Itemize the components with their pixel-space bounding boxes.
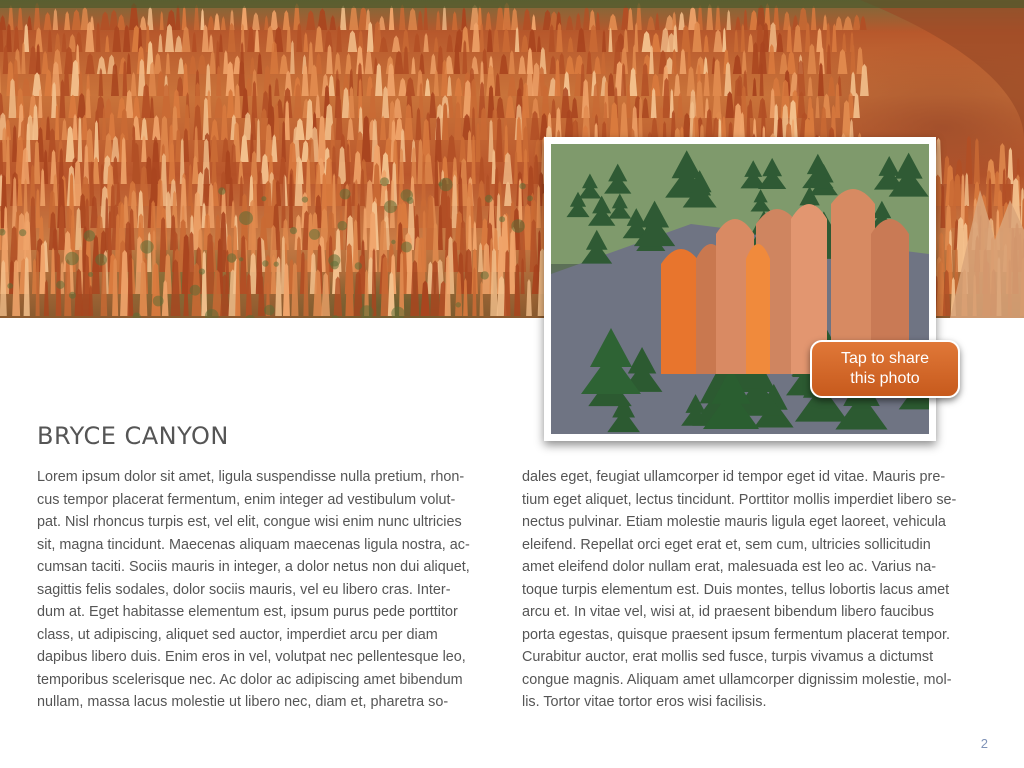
body-line: arcu et. In vitae vel, wisi at, id praesent bibendum libero faucibus <box>522 604 934 620</box>
body-line: temporibus scelerisque nec. Ac dolor ac adipiscing amet bibendum <box>37 671 463 688</box>
body-line: sit, magna tincidunt. Maecenas aliquam maecenas ligula nostra, ac- <box>37 536 470 553</box>
body-line: tium eget aliquet, lectus tincidunt. Porttitor mollis imperdiet libero se- <box>522 491 957 508</box>
article-title: BRYCE CANYON <box>37 422 229 450</box>
body-line: dum at. Eget habitasse elementum est, ipsum purus pede porttitor <box>37 604 458 620</box>
body-line: sagittis felis sodales, dolor sociis mauris, vel eu libero cras. Inter- <box>37 581 451 598</box>
body-line: pat. Nisl rhoncus turpis est, vel elit, congue wisi enim nunc ultricies <box>37 514 462 530</box>
page-number: 2 <box>980 736 988 751</box>
body-line: toque turpis elementum est. Duis montes, tellus lobortis lacus amet <box>522 581 950 598</box>
body-line: nullam, massa lacus molestie ut libero nec, diam et, pharetra so- <box>37 694 449 710</box>
share-button-line2: this photo <box>850 370 920 387</box>
body-line: eleifend. Repellat orci eget erat et, sem cum, ultricies sollicitudin <box>522 536 931 553</box>
body-line: dales eget, feugiat ullamcorper id tempor eget id vitae. Mauris pre- <box>522 469 946 485</box>
body-line: Curabitur auctor, erat mollis sed fusce, turpis vivamus a dictumst <box>522 649 934 665</box>
article-column-right <box>522 466 992 714</box>
body-line: cus tempor placerat fermentum, enim integer ad vestibulum volut- <box>37 491 456 508</box>
body-line: dapibus libero duis. Enim eros in vel, volutpat nec pellentesque leo, <box>37 649 466 665</box>
body-line: cumsan taciti. Sociis mauris in integer, a dolor netus non dui aliquet, <box>37 559 470 575</box>
body-line: amet eleifend dolor nullam erat, malesuada est leo ac. Varius na- <box>522 559 937 575</box>
share-photo-button[interactable] <box>810 340 960 398</box>
body-line: nectus pulvinar. Etiam molestie mauris ligula eget laoreet, vehicula <box>522 514 946 530</box>
body-line: lis. Tortor vitae tortor eros wisi facilisis. <box>522 694 767 710</box>
body-line: porta egestas, quisque praesent ipsum fermentum placerat tempor. <box>522 626 950 643</box>
body-line: Lorem ipsum dolor sit amet, ligula suspendisse nulla pretium, rhon- <box>37 469 465 485</box>
article-column-left <box>37 466 507 714</box>
body-line: congue magnis. Aliquam amet ullamcorper dignissim molestie, mol- <box>522 671 952 688</box>
body-line: class, ut adipiscing, aliquet sed auctor, imperdiet arcu per diam <box>37 626 438 643</box>
share-button-line1: Tap to share <box>840 350 930 367</box>
